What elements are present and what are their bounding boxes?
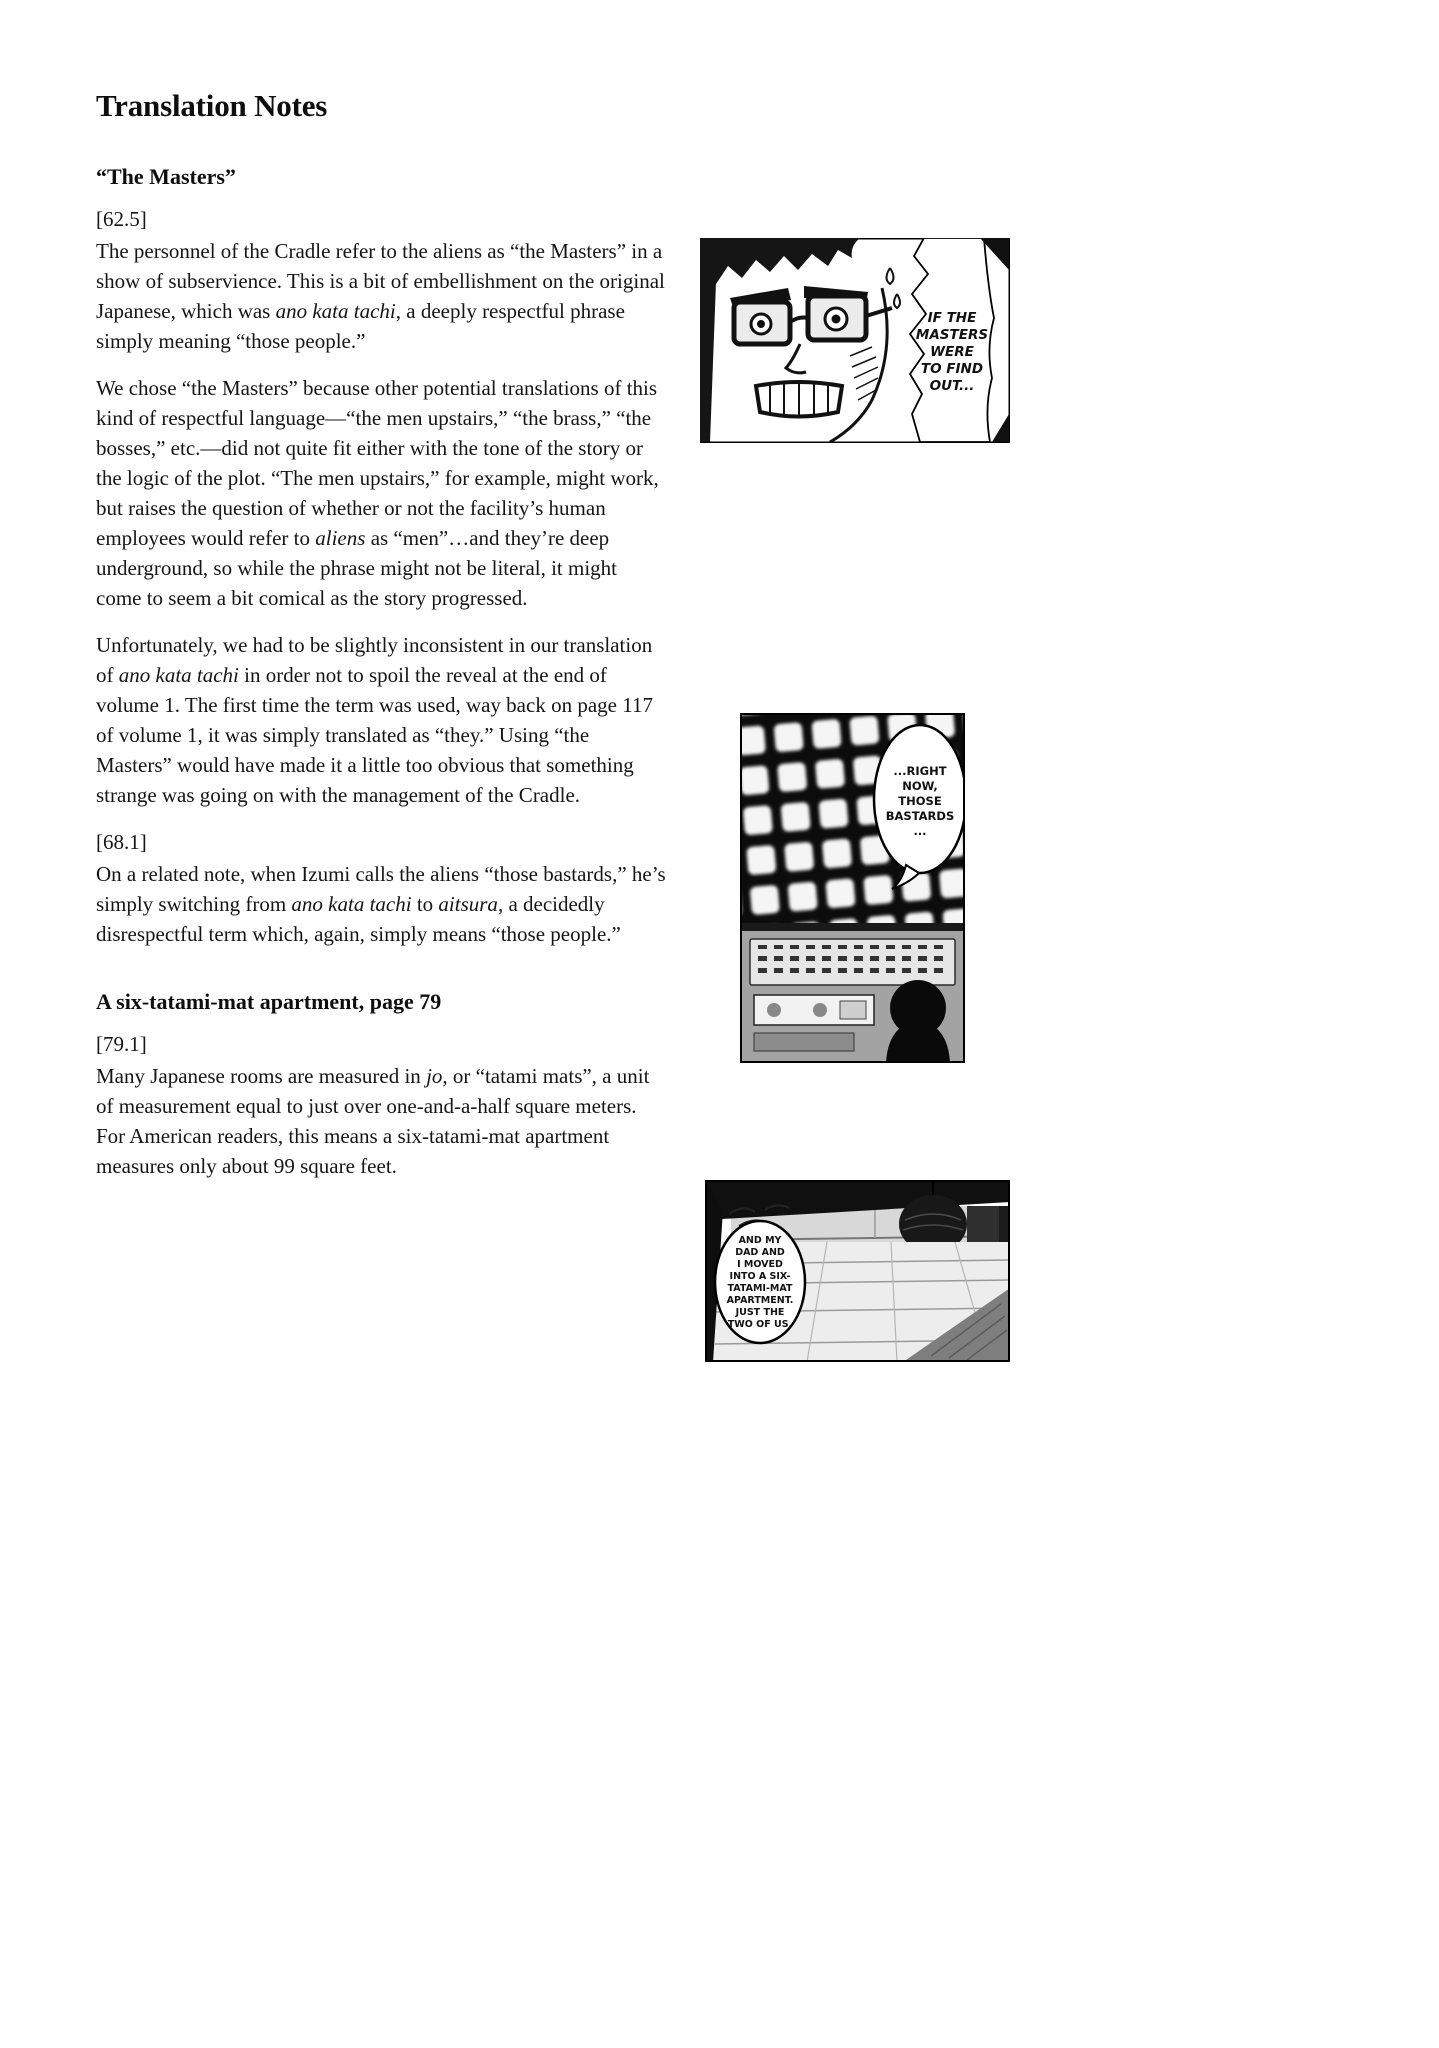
bubble-line: AND MY <box>738 1235 782 1246</box>
bubble-line: TATAMI-MAT <box>727 1283 793 1294</box>
paragraph-related-note: On a related note, when Izumi calls the aliens “those bastards,” he’s simply switching from ano kata tachi to aitsura, a decidedly disrespectful term which, again, simply means “those people.” <box>96 862 666 946</box>
section-heading-masters: “The Masters” <box>96 164 236 189</box>
bubble-line: THOSE <box>898 794 942 808</box>
bubble-line: APARTMENT. <box>726 1295 794 1306</box>
bubble-line: IF THE <box>927 310 977 326</box>
bubble-line: NOW, <box>902 779 938 793</box>
section-heading-tatami: A six-tatami-mat apartment, page 79 <box>96 989 442 1014</box>
bubble-line: DAD AND <box>735 1247 785 1258</box>
bubble-line: I MOVED <box>737 1259 783 1270</box>
page-title: Translation Notes <box>96 88 328 123</box>
paragraph-we-chose: We chose “the Masters” because other potential translations of this kind of respectful language—“the men upstairs,” “the brass,” “the bosses,” etc.—did not quite fit either with the tone of the story or the logic of the plot. “The men upstairs,” for example, might work, but raises the question of whether or not the facility’s human employees would refer to aliens as “men”…and they’re deep underground, so while the phrase might not be literal, it might come to seem a bit comical as the story progressed. <box>96 376 659 610</box>
manga-panel-bastards <box>740 713 965 1063</box>
bubble-line: TO FIND <box>920 361 984 377</box>
bubble-line: OUT... <box>929 378 975 394</box>
paragraph-tatami: Many Japanese rooms are measured in jo, or “tatami mats”, a unit of measurement equal to just over one-and-a-half square meters. For American readers, this means a six-tatami-mat apartment measures only about 99 square feet. <box>96 1064 650 1178</box>
bubble-line: TWO OF US. <box>727 1319 793 1330</box>
paragraph-personnel: The personnel of the Cradle refer to the aliens as “the Masters” in a show of subservience. This is a bit of embellishment on the original Japanese, which was ano kata tachi, a deeply respectful phrase simply meaning “those people.” <box>96 239 665 353</box>
paragraph-inconsistent: Unfortunately, we had to be slightly inconsistent in our translation of ano kata tachi in order not to spoil the reveal at the end of volume 1. The first time the term was used, way back on page 117 of volume 1, it was simply translated as “they.” Using “the Masters” would have made it a little too obvious that something strange was going on with the management of the Cradle. <box>96 633 653 807</box>
manga-panel-tatami <box>705 1180 1010 1362</box>
section-tatami-apartment <box>96 989 666 1181</box>
speech-bubble-tatami <box>715 1221 805 1343</box>
ref-68-1: [68.1] <box>96 830 147 854</box>
manga-panel-masters <box>700 238 1010 443</box>
bubble-line: INTO A SIX- <box>729 1271 791 1282</box>
ref-62-5: [62.5] <box>96 207 147 231</box>
section-the-masters <box>96 164 666 949</box>
bubble-line: BASTARDS <box>885 809 955 823</box>
bubble-line: ...RIGHT <box>893 764 947 778</box>
bubble-line: JUST THE <box>735 1307 785 1318</box>
ref-79-1: [79.1] <box>96 1032 147 1056</box>
person-silhouette <box>886 980 950 1063</box>
bubble-line: WERE <box>930 344 974 360</box>
bubble-line: ... <box>913 824 927 838</box>
text-column <box>96 88 666 1198</box>
bubble-line: MASTERS <box>915 327 989 343</box>
